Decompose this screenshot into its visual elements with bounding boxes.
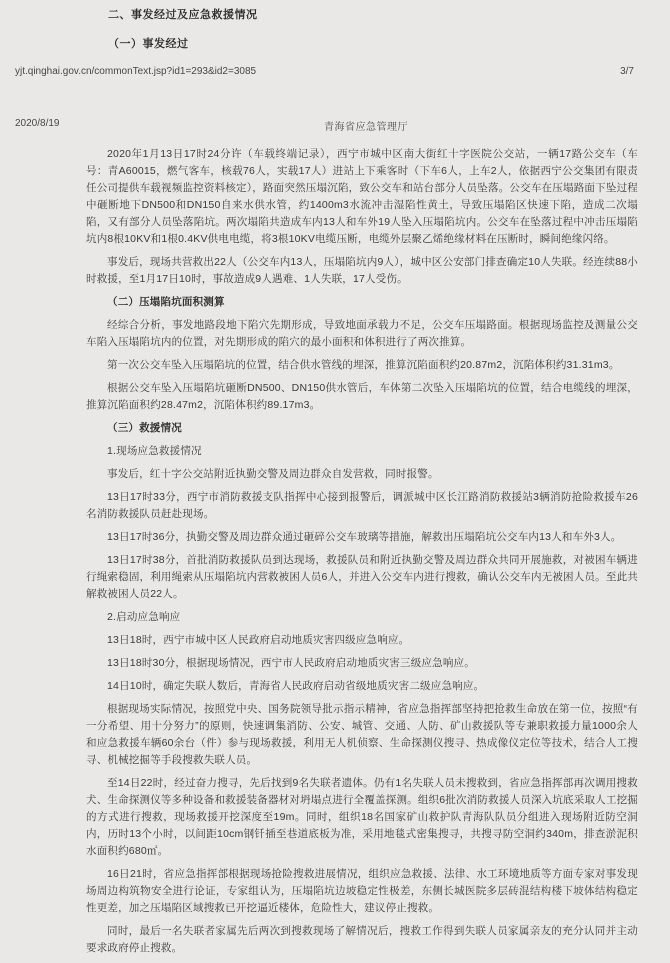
- doc-subheading: 2.启动应急响应: [107, 611, 181, 623]
- section-heading: 二、事发经过及应急救援情况: [108, 9, 258, 21]
- doc-heading: （三）救援情况: [107, 422, 182, 434]
- page-number: 3/7: [620, 66, 634, 77]
- doc-paragraph: 事发后，现场共营救出22人（公交车内13人，压塌陷坑内9人），城中区公安部门排查确定10人失联。经连续88小时救援，至1月17日10时，事故造成9人遇难、1人失联，17人受伤。: [86, 256, 638, 285]
- document-body: [86, 146, 638, 963]
- doc-subheading: 1.现场应急救援情况: [107, 445, 202, 457]
- doc-paragraph: 13日17时33分，西宁市消防救援支队指挥中心接到报警后，调派城中区长江路消防救援站3辆消防抢险救援车26名消防救援队员赶赴现场。: [86, 491, 638, 520]
- doc-paragraph: 16日21时，省应急指挥部根据现场抢险搜救进展情况，组织应急救援、法律、水工环境地质等方面专家对事发现场周边构筑物安全进行论证，专家组认为，压塌陷坑边坡稳定性极差，东侧长城医院多层砖混结构楼下坡体结构稳定性更差，加之压塌陷区域搜救已开挖逼近楼体，危险性大，建议停止搜救。: [86, 868, 638, 914]
- previous-page-fragment: [86, 6, 632, 64]
- doc-heading: （二）压塌陷坑面积测算: [107, 296, 225, 308]
- doc-paragraph: 13日17时36分，执勤交警及周边群众通过砸碎公交车玻璃等措施，解救出压塌陷坑公交车内13人和车外3人。: [107, 531, 622, 543]
- doc-paragraph: 至14日22时，经过奋力搜寻，先后找到9名失联者遗体。仍有1名失联人员未搜救到，省应急指挥部再次调用搜救犬、生命探测仪等多种设备和救援装备器材对坍塌点进行全覆盖探测。组织6批次消防救援人员深入坑底采取人工挖掘的方式进行搜救，现场救援开挖深度至19m。同时，组织18名国家矿山救护队青海队队员分组进入现场附近防空洞内，历时13个小时，以间距10cm钢钎插至巷道底板为准，采用地毯式密集搜寻，共搜寻防空洞约340m，排查淤泥积水面积约680㎡。: [86, 777, 638, 857]
- doc-paragraph: 第一次公交车坠入压塌陷坑的位置，结合供水管线的埋深，推算沉陷面积约20.87m2，沉陷体积约31.31m3。: [107, 359, 620, 371]
- print-footer: [15, 66, 634, 77]
- print-date: 2020/8/19: [15, 118, 60, 129]
- document-title: 青海省应急管理厅: [324, 122, 408, 133]
- subsection-heading: （一）事发经过: [108, 38, 189, 50]
- doc-paragraph: 经综合分析，事发地路段地下陷穴先期形成，导致地面承载力不足，公交车压塌路面。根据现场监控及测量公交车陷入压塌陷坑内的位置，对先期形成的陷穴的最小面积和体积进行了两次推算。: [86, 319, 638, 348]
- print-header: [15, 118, 634, 132]
- doc-paragraph: 2020年1月13日17时24分许（车载终端记录），西宁市城中区南大街红十字医院公交站，一辆17路公交车（车号：青A60015，燃气客车，核载76人，实载17人）进站上下乘客时（下车6人，上车2人，依据西宁公交集团有限责任公司提供车载视频监控资料核定），路面突然压塌沉陷，致公交车和站台部分人员坠落。公交车在压塌路面下坠过程中砸断地下DN500和DN150自来水供水管，约1400m3水流冲击湿陷性黄土，导致压塌陷区快速下陷，造成二次塌陷，又有部分人员坠落陷坑。两次塌陷共造成车内13人和车外19人坠入压塌陷坑内。公交车在坠落过程中冲击压塌陷坑内8根10KV和1根0.4KV供电电缆，将3根10KV电缆压断，电缆外层聚乙烯绝缘材料在压断时，瞬间绝缘闪络。: [86, 148, 638, 245]
- doc-paragraph: 事发后，红十字公交站附近执勤交警及周边群众自发营救，同时报警。: [107, 468, 439, 480]
- doc-paragraph: 同时，最后一名失联者家属先后两次到搜救现场了解情况后，搜救工作得到失联人员家属亲友的充分认同并主动要求政府停止搜救。: [86, 925, 638, 954]
- doc-paragraph: 14日10时，确定失联人数后，青海省人民政府启动省级地质灾害二级应急响应。: [107, 680, 485, 692]
- source-url: yjt.qinghai.gov.cn/commonText.jsp?id1=293&id2=3085: [15, 66, 257, 77]
- doc-paragraph: 根据现场实际情况，按照党中央、国务院领导批示指示精神，省应急指挥部坚持把抢救生命放在第一位，按照“有一分希望、用十分努力”的原则，快速调集消防、公安、城管、交通、人防、矿山救援队等专兼职救援力量1000余人和应急救援车辆60余台（件）参与现场救援，利用无人机侦察、生命探测仪搜寻、热成像仪定位等技术，结合人工搜寻、机械挖掘等手段搜救失联人员。: [86, 703, 638, 766]
- doc-paragraph: 13日18时30分，根据现场情况，西宁市人民政府启动地质灾害三级应急响应。: [107, 657, 475, 669]
- doc-paragraph: 13日17时38分，首批消防救援队员到达现场，救援队员和附近执勤交警及周边群众共同开展施救，对被困车辆进行绳索稳固，利用绳索从压塌陷坑内营救被困人员6人，并进入公交车内进行搜救，确认公交车内无被困人员。至此共解救被困人员22人。: [86, 554, 638, 600]
- doc-paragraph: 13日18时，西宁市城中区人民政府启动地质灾害四级应急响应。: [107, 634, 410, 646]
- doc-paragraph: 根据公交车坠入压塌陷坑砸断DN500、DN150供水管后，车体第二次坠入压塌陷坑的位置，结合电缆线的埋深，推算沉陷面积约28.47m2，沉陷体积约89.17m3。: [86, 382, 638, 411]
